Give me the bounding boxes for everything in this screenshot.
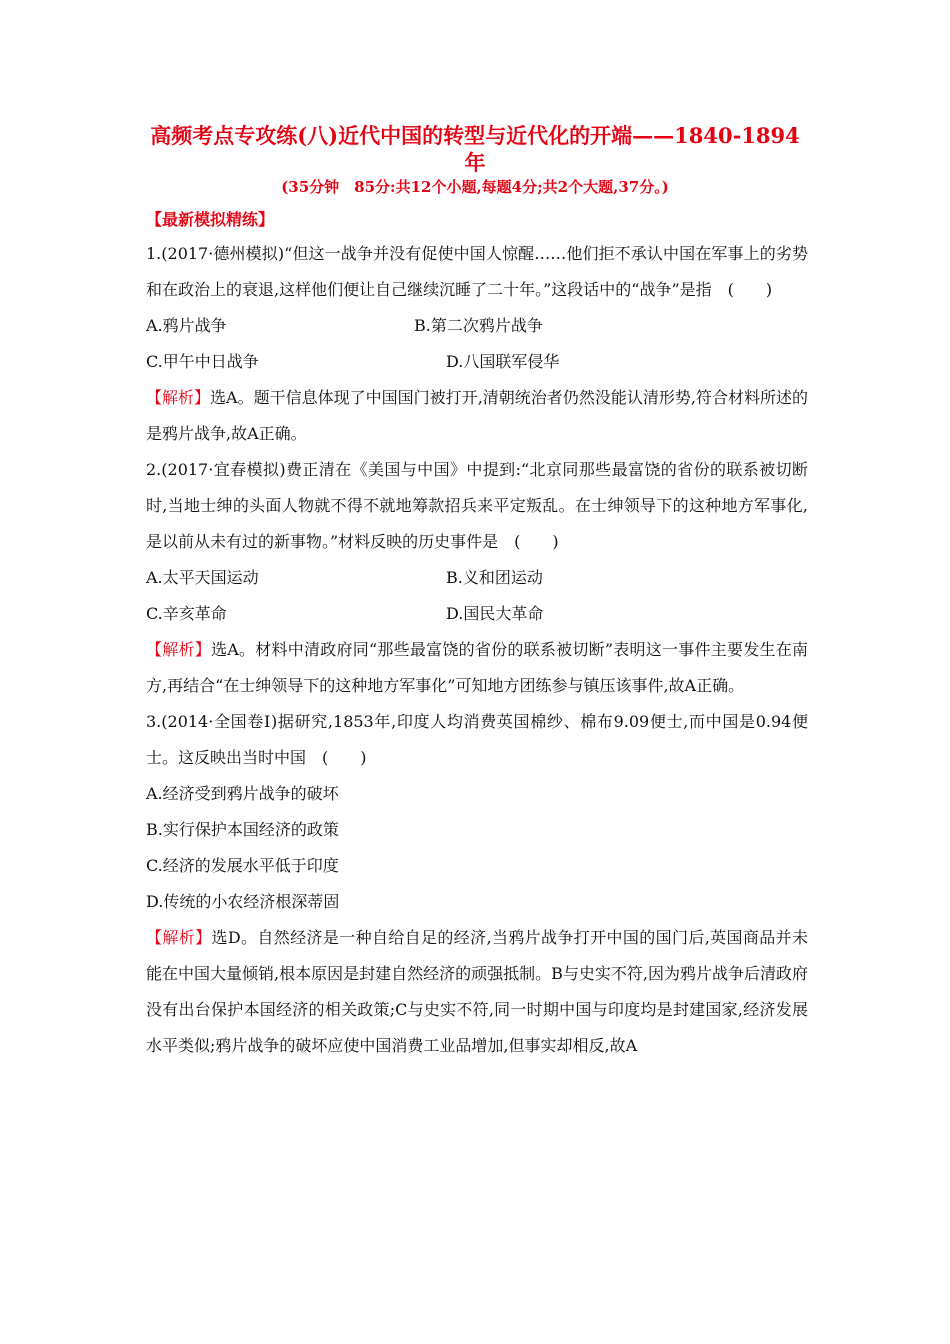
question-1-stem: 1.(2017·德州模拟)“但这一战争并没有促使中国人惊醒……他们拒不承认中国在军事上的劣势和在政治上的衰退,这样他们便让自己继续沉睡了二十年。”这段话中的“战争”是指 ( ) xyxy=(146,244,808,299)
analysis-text: 选A。材料中清政府同“那些最富饶的省份的联系被切断”表明这一事件主要发生在南方,再结合“在士绅领导下的这种地方军事化”可知地方团练参与镇压该事件,故A正确。 xyxy=(146,640,808,695)
question-3-stem: 3.(2014·全国卷Ⅰ)据研究,1853年,印度人均消费英国棉纱、棉布9.09便士,而中国是0.94便士。这反映出当时中国 ( ) xyxy=(146,712,808,767)
q3-option-b: B.实行保护本国经济的政策 xyxy=(146,820,339,839)
analysis-text: 选D。自然经济是一种自给自足的经济,当鸦片战争打开中国的国门后,英国商品并未能在中国大量倾销,根本原因是封建自然经济的顽强抵制。B与史实不符,因为鸦片战争后清政府没有出台保护本国经济的相关政策;C与史实不符,同一时期中国与印度均是封建国家,经济发展水平类似;鸦片战争的破坏应使中国消费工业品增加,但事实却相反,故A xyxy=(146,928,808,1055)
q3-option-a: A.经济受到鸦片战争的破坏 xyxy=(146,784,339,803)
question-2-options-row2 xyxy=(146,596,808,632)
q2-option-a: A.太平天国运动 xyxy=(146,568,259,587)
analysis-text: 选A。题干信息体现了中国国门被打开,清朝统治者仍然没能认清形势,符合材料所述的是鸦片战争,故A正确。 xyxy=(146,388,808,443)
question-1-options-row1 xyxy=(146,308,808,344)
q1-option-b: B.第二次鸦片战争 xyxy=(414,316,543,335)
question-list xyxy=(146,236,808,1064)
q1-option-d: D.八国联军侵华 xyxy=(446,352,560,371)
q2-option-b: B.义和团运动 xyxy=(446,568,543,587)
section-heading: 【最新模拟精练】 xyxy=(146,210,275,229)
q3-option-c: C.经济的发展水平低于印度 xyxy=(146,856,339,875)
q2-option-c: C.辛亥革命 xyxy=(146,604,227,623)
question-2-analysis xyxy=(146,632,808,704)
q2-option-d: D.国民大革命 xyxy=(446,604,544,623)
question-1-analysis xyxy=(146,380,808,452)
q3-option-d: D.传统的小农经济根深蒂固 xyxy=(146,892,340,911)
question-3-analysis xyxy=(146,920,808,1064)
analysis-tag: 【解析】 xyxy=(146,640,211,659)
analysis-tag: 【解析】 xyxy=(146,928,212,947)
q1-option-c: C.甲午中日战争 xyxy=(146,352,259,371)
question-2-options-row1 xyxy=(146,560,808,596)
analysis-tag: 【解析】 xyxy=(146,388,211,407)
page-title: 高频考点专攻练(八)近代中国的转型与近代化的开端——1840-1894年 xyxy=(150,123,800,175)
page-subtitle: (35分钟 85分:共12个小题,每题4分;共2个大题,37分。) xyxy=(281,178,669,196)
q1-option-a: A.鸦片战争 xyxy=(146,316,227,335)
question-2-stem: 2.(2017·宜春模拟)费正清在《美国与中国》中提到:“北京同那些最富饶的省份的联系被切断时,当地士绅的头面人物就不得不就地筹款招兵来平定叛乱。在士绅领导下的这种地方军事化,是以前从未有过的新事物。”材料反映的历史事件是 ( ) xyxy=(146,460,808,551)
question-1-options-row2 xyxy=(146,344,808,380)
